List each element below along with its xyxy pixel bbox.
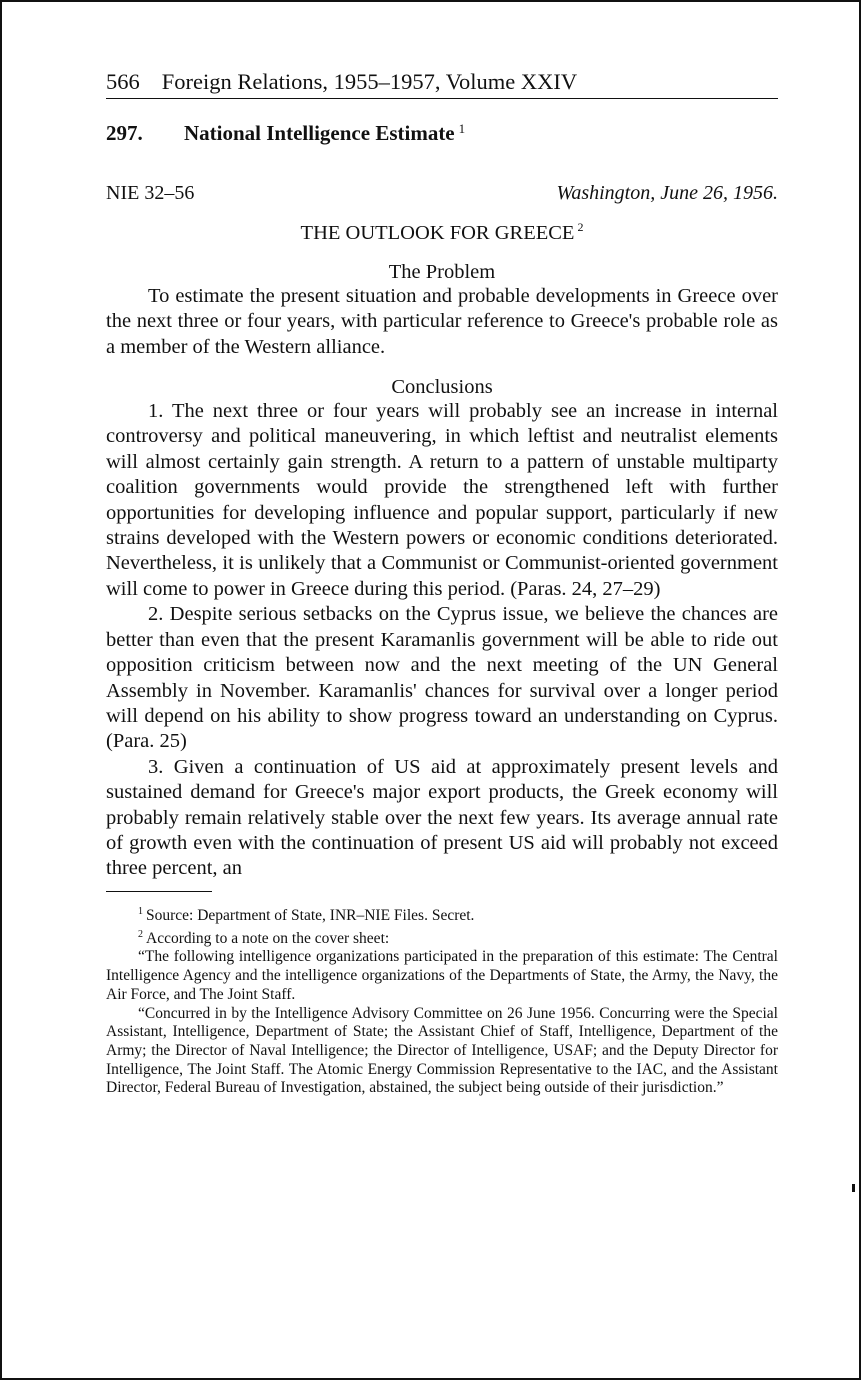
footnote-divider — [106, 891, 212, 892]
footnote-ref-1[interactable]: 1 — [458, 121, 466, 136]
document-heading — [106, 121, 778, 146]
footnote-1 — [106, 903, 778, 926]
document-code: NIE 32–56 — [106, 182, 195, 204]
place-date: Washington, June 26, 1956. — [556, 182, 778, 204]
subject-text: THE OUTLOOK FOR GREECE — [300, 221, 575, 244]
footnote-2 — [106, 926, 778, 949]
conclusion-paragraph: 1. The next three or four years will probably see an increase in internal controversy and political maneuvering, in which leftist and neutralist elements will almost certainly gain strength. A return to a pattern of unstable multiparty coalition governments would provide the strengthened left with further opportunities for developing influence and popular support, particularly if new strains developed with the Western powers or economic conditions deteriorated. Nevertheless, it is unlikely that a Communist or Communist-oriented government will come to power in Greece during this period. (Paras. 24, 27–29) — [106, 400, 778, 600]
footnote-marker: 1 — [138, 905, 143, 917]
subject-title — [106, 220, 778, 245]
footnote-2-quote-a: “The following intelligence organizations participated in the preparation of this estimate: The Central Intelligence Agency and the intelligence organizations of the Departments of State, the Army, the Navy, the Air Force, and The Joint Staff. — [106, 948, 778, 1003]
document-meta — [106, 182, 778, 205]
footnote-marker: 2 — [138, 928, 143, 940]
document-number: 297. — [106, 121, 143, 145]
problem-paragraph: To estimate the present situation and probable developments in Greece over the next three or four years, with particular reference to Greece's probable role as a member of the Western alliance. — [106, 284, 778, 358]
conclusion-paragraph: 3. Given a continuation of US aid at approximately present levels and sustained demand for Greece's major export products, the Greek economy will probably remain relatively stable over the next few years. Its average annual rate of growth even with the continuation of present US aid will probably not exceed three percent, an — [106, 755, 778, 880]
problem-heading: The Problem — [388, 260, 496, 283]
document-page — [106, 68, 778, 1098]
conclusion-paragraph: 2. Despite serious setbacks on the Cyprus issue, we believe the chances are better than even that the present Karamanlis government will be able to ride out opposition criticism between now and the next meeting of the UN General Assembly in November. Karamanlis' chances for survival over a longer period will depend on his ability to show progress toward an understanding on Cyprus. (Para. 25) — [106, 603, 778, 753]
publication-title: Foreign Relations, 1955–1957, Volume XXIV — [161, 69, 578, 94]
conclusions-heading: Conclusions — [391, 376, 493, 399]
footnote-ref-2[interactable]: 2 — [577, 220, 584, 234]
footnote-text: According to a note on the cover sheet: — [146, 929, 390, 947]
footnote-2-quote-b: “Concurred in by the Intelligence Advisory Committee on 26 June 1956. Concurring were the Special Assistant, Intelligence, Department of State; the Assistant Chief of Staff, Intelligence, Department of the Army; the Director of Naval Intelligence; the Director of Intelligence, USAF; and the Deputy Director for Intelligence, The Joint Staff. The Atomic Energy Commission Representative to the IAC, and the Assistant Director, Federal Bureau of Investigation, abstained, the subject being outside of their jurisdiction.” — [106, 1004, 778, 1097]
footnote-text: Source: Department of State, INR–NIE Files. Secret. — [146, 906, 475, 924]
edge-mark — [852, 1184, 855, 1192]
page-number: 566 — [106, 69, 140, 94]
running-header — [106, 68, 778, 99]
document-title: National Intelligence Estimate — [184, 121, 455, 145]
